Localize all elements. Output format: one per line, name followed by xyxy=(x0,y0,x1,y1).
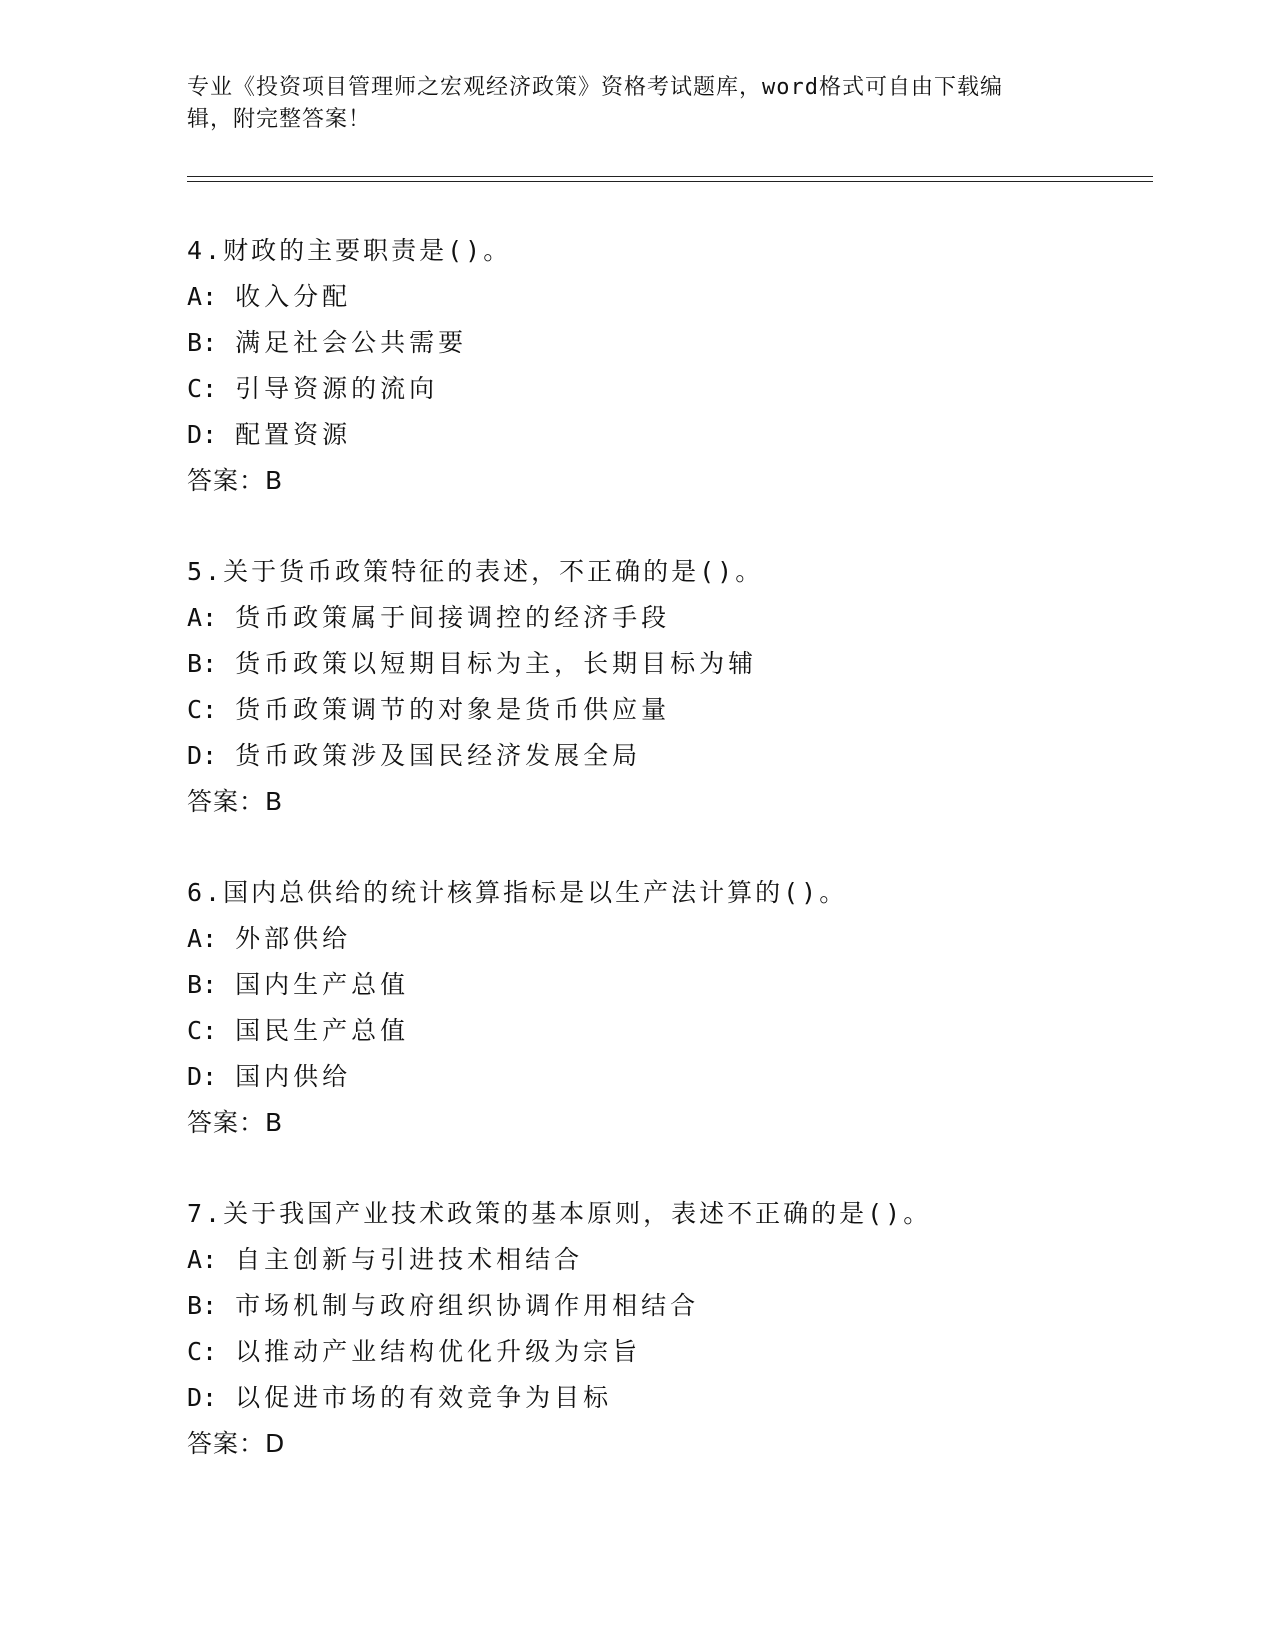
question-7 xyxy=(187,1199,1147,1475)
option-letter: A: xyxy=(187,924,218,953)
option-text: 外部供给 xyxy=(235,924,352,953)
option-text: 市场机制与政府组织协调作用相结合 xyxy=(235,1291,700,1320)
document-header xyxy=(187,72,1087,136)
option-text: 收入分配 xyxy=(235,282,352,311)
option-letter: C: xyxy=(187,374,218,403)
answer-line: 答案：B xyxy=(187,787,284,816)
option-letter: A: xyxy=(187,282,218,311)
option-text: 国内供给 xyxy=(235,1062,352,1091)
option-letter: A: xyxy=(187,603,218,632)
option-a xyxy=(187,1245,1147,1291)
option-text: 配置资源 xyxy=(235,420,352,449)
option-letter: B: xyxy=(187,328,218,357)
option-text: 货币政策以短期目标为主，长期目标为辅 xyxy=(235,649,758,678)
option-letter: B: xyxy=(187,649,218,678)
question-list xyxy=(187,236,1147,1520)
option-b xyxy=(187,1291,1147,1337)
option-d xyxy=(187,1062,1147,1108)
answer-line: 答案：B xyxy=(187,1108,284,1137)
question-stem: 4.财政的主要职责是()。 xyxy=(187,236,512,265)
answer-line: 答案：D xyxy=(187,1429,286,1458)
option-text: 货币政策涉及国民经济发展全局 xyxy=(235,741,642,770)
option-text: 引导资源的流向 xyxy=(235,374,439,403)
header-divider-bottom xyxy=(187,181,1153,182)
answer-line: 答案：B xyxy=(187,466,284,495)
question-stem: 6.国内总供给的统计核算指标是以生产法计算的()。 xyxy=(187,878,848,907)
option-letter: C: xyxy=(187,1016,218,1045)
option-letter: D: xyxy=(187,1383,218,1412)
option-a xyxy=(187,603,1147,649)
option-d xyxy=(187,1383,1147,1429)
option-text: 自主创新与引进技术相结合 xyxy=(235,1245,584,1274)
option-d xyxy=(187,420,1147,466)
option-a xyxy=(187,924,1147,970)
option-text: 以促进市场的有效竞争为目标 xyxy=(235,1383,613,1412)
option-c xyxy=(187,1016,1147,1062)
option-text: 国民生产总值 xyxy=(235,1016,410,1045)
option-letter: C: xyxy=(187,695,218,724)
option-text: 满足社会公共需要 xyxy=(235,328,468,357)
option-text: 以推动产业结构优化升级为宗旨 xyxy=(235,1337,642,1366)
option-letter: D: xyxy=(187,420,218,449)
header-line-1: 专业《投资项目管理师之宏观经济政策》资格考试题库，word格式可自由下载编 xyxy=(187,75,1003,100)
question-stem: 5.关于货币政策特征的表述，不正确的是()。 xyxy=(187,557,764,586)
option-letter: B: xyxy=(187,970,218,999)
question-5 xyxy=(187,557,1147,833)
question-4 xyxy=(187,236,1147,512)
question-6 xyxy=(187,878,1147,1154)
option-a xyxy=(187,282,1147,328)
option-text: 货币政策属于间接调控的经济手段 xyxy=(235,603,671,632)
option-c xyxy=(187,1337,1147,1383)
option-c xyxy=(187,374,1147,420)
header-line-2: 辑，附完整答案！ xyxy=(187,107,372,132)
option-b xyxy=(187,970,1147,1016)
question-stem: 7.关于我国产业技术政策的基本原则，表述不正确的是()。 xyxy=(187,1199,932,1228)
option-letter: C: xyxy=(187,1337,218,1366)
option-b xyxy=(187,328,1147,374)
option-letter: B: xyxy=(187,1291,218,1320)
header-divider-top xyxy=(187,176,1153,177)
option-text: 国内生产总值 xyxy=(235,970,410,999)
option-text: 货币政策调节的对象是货币供应量 xyxy=(235,695,671,724)
option-c xyxy=(187,695,1147,741)
option-letter: D: xyxy=(187,1062,218,1091)
option-letter: A: xyxy=(187,1245,218,1274)
option-d xyxy=(187,741,1147,787)
option-b xyxy=(187,649,1147,695)
option-letter: D: xyxy=(187,741,218,770)
